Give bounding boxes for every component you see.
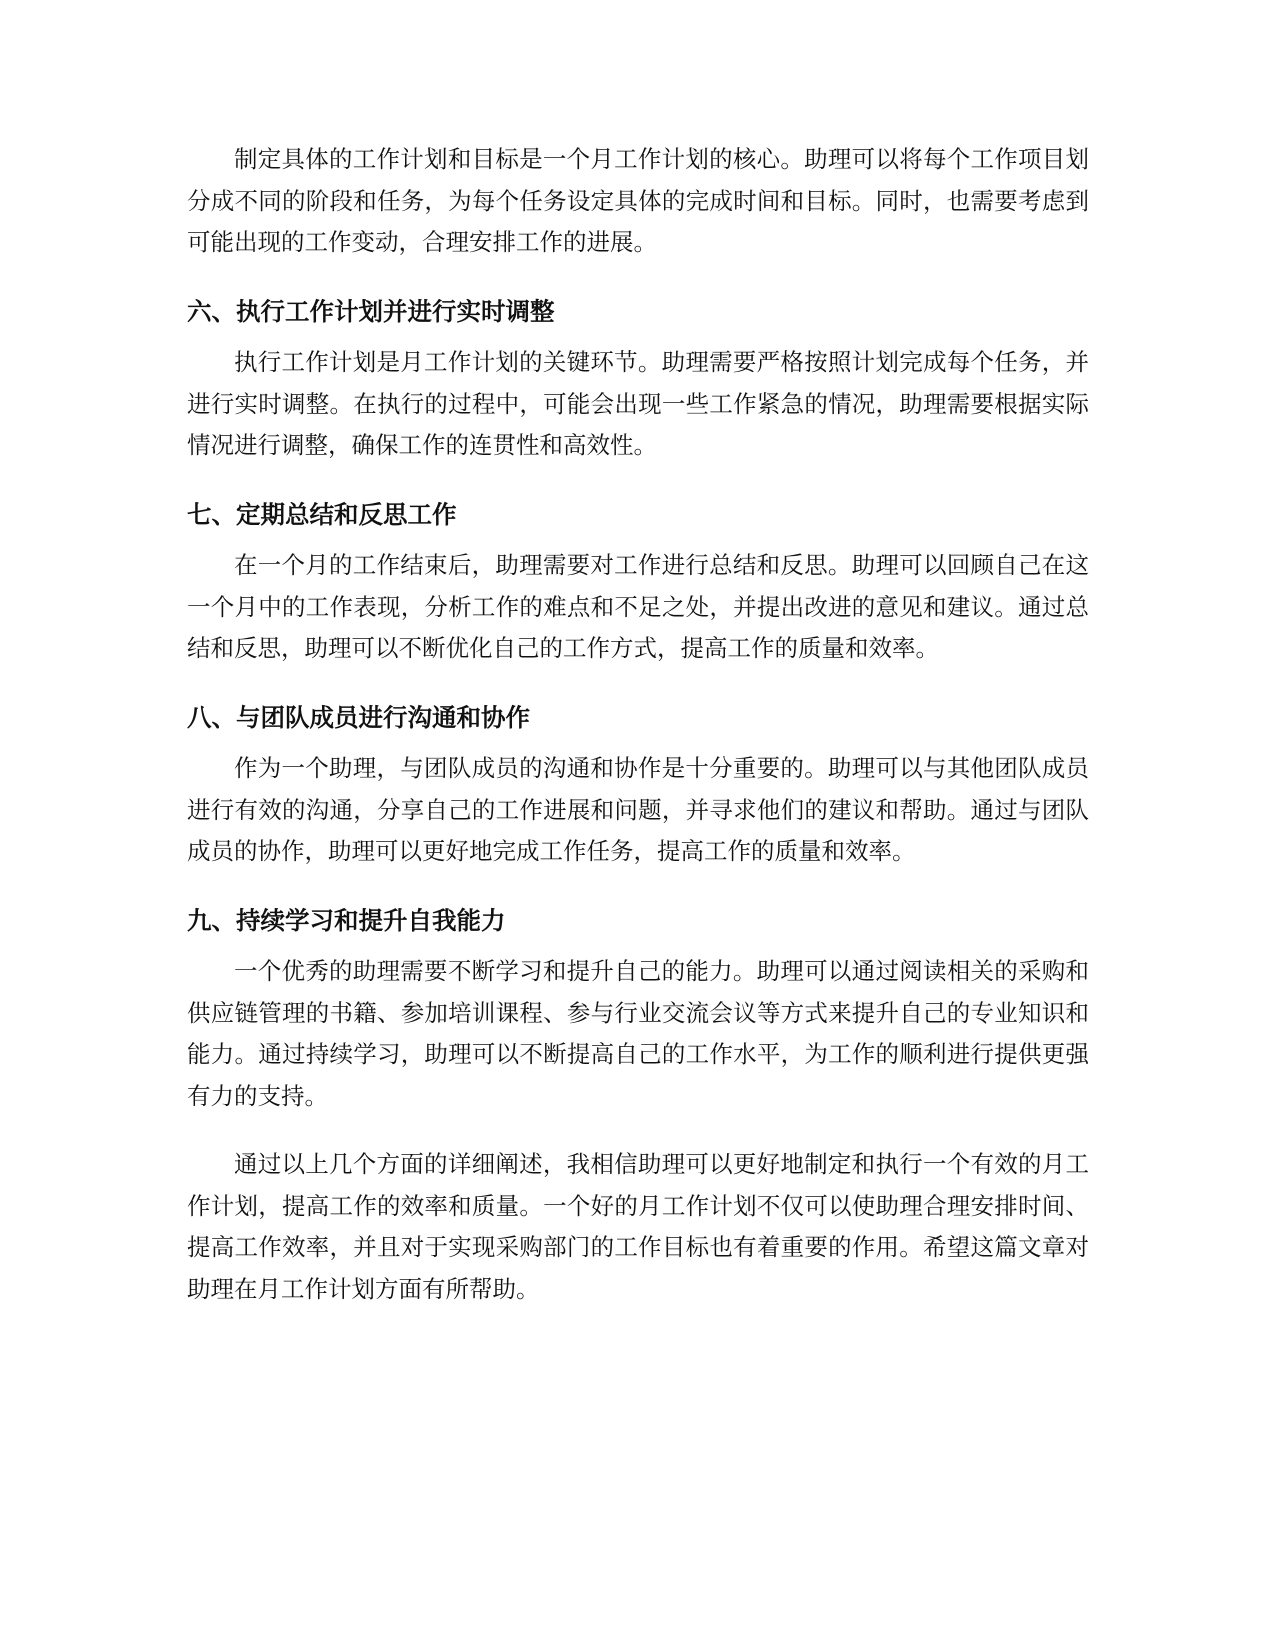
paragraph-section-9: 一个优秀的助理需要不断学习和提升自己的能力。助理可以通过阅读相关的采购和供应链管理的书籍、参加培训课程、参与行业交流会议等方式来提升自己的专业知识和能力。通过持续学习，助理可以不断提高自己的工作水平，为工作的顺利进行提供更强有力的支持。	[187, 957, 1089, 1110]
section-heading-8: 八、与团队成员进行沟通和协作	[187, 702, 530, 732]
document-body	[187, 139, 1089, 1310]
paragraph-section-6: 执行工作计划是月工作计划的关键环节。助理需要严格按照计划完成每个任务，并进行实时调整。在执行的过程中，可能会出现一些工作紧急的情况，助理需要根据实际情况进行调整，确保工作的连贯性和高效性。	[187, 348, 1089, 459]
section-heading-9: 九、持续学习和提升自我能力	[187, 905, 506, 935]
section-heading-6: 六、执行工作计划并进行实时调整	[187, 296, 555, 326]
paragraph-intro: 制定具体的工作计划和目标是一个月工作计划的核心。助理可以将每个工作项目划分成不同的阶段和任务，为每个任务设定具体的完成时间和目标。同时，也需要考虑到可能出现的工作变动，合理安排工作的进展。	[187, 145, 1089, 256]
section-heading-7: 七、定期总结和反思工作	[187, 499, 457, 529]
paragraph-conclusion: 通过以上几个方面的详细阐述，我相信助理可以更好地制定和执行一个有效的月工作计划，提高工作的效率和质量。一个好的月工作计划不仅可以使助理合理安排时间、提高工作效率，并且对于实现采购部门的工作目标也有着重要的作用。希望这篇文章对助理在月工作计划方面有所帮助。	[187, 1150, 1089, 1303]
paragraph-section-8: 作为一个助理，与团队成员的沟通和协作是十分重要的。助理可以与其他团队成员进行有效的沟通，分享自己的工作进展和问题，并寻求他们的建议和帮助。通过与团队成员的协作，助理可以更好地完成工作任务，提高工作的质量和效率。	[187, 754, 1089, 865]
paragraph-section-7: 在一个月的工作结束后，助理需要对工作进行总结和反思。助理可以回顾自己在这一个月中的工作表现，分析工作的难点和不足之处，并提出改进的意见和建议。通过总结和反思，助理可以不断优化自己的工作方式，提高工作的质量和效率。	[187, 551, 1089, 662]
